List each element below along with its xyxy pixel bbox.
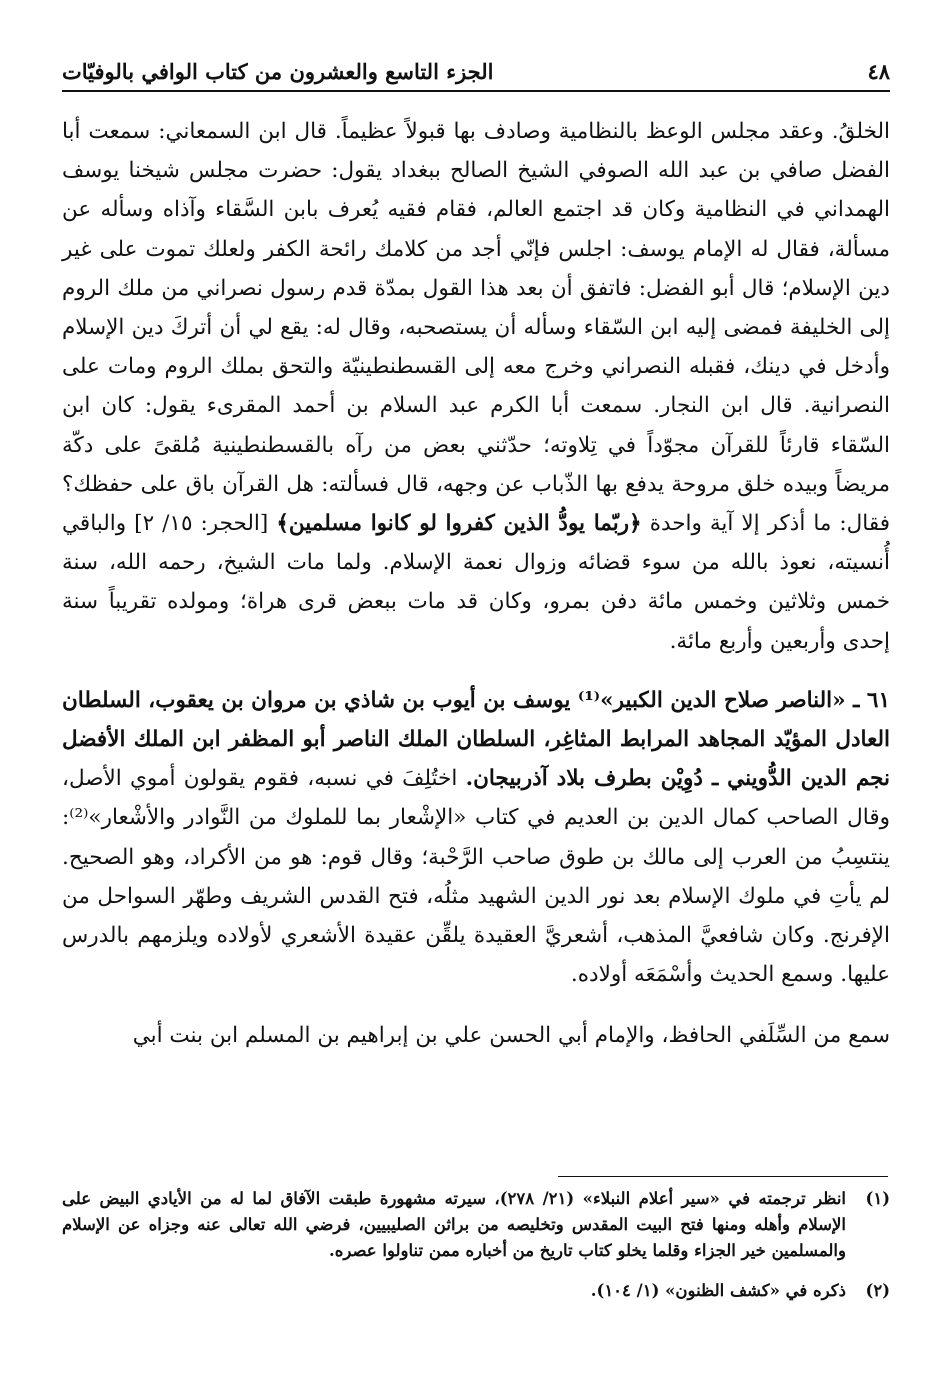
entry-61: [62, 681, 890, 995]
footnote-2: [62, 1278, 890, 1304]
footnote-rule: [558, 1176, 888, 1177]
paragraph-1-tail: [الحجر: ١٥/ ٢] والباقي أُنسيته، نعوذ بالله من سوء قضائه وزوال نعمة الإسلام. ولما مات الشيخ، رحمه الله، سنة خمس وثلاثين وخمس مائة دفن بمرو، وكان قد مات ببعض قرى هراة؛ ومولده تقريباً سنة إحدى وأربعين وأربع مائة.: [62, 511, 890, 654]
page-header: [62, 50, 890, 84]
footnote-1: [62, 1186, 890, 1264]
paragraph-3: سمع من السِّلَفي الحافظ، والإمام أبي الحسن علي بن إبراهيم بن المسلم ابن بنت أبي: [132, 1023, 890, 1049]
footnote-text: ذكره في «كشف الظنون» (١/ ١٠٤).: [590, 1281, 846, 1300]
paragraph-1: [62, 112, 890, 661]
entry-text: اختُلِفَ في نسبه، فقوم يقولون أموي الأصل، وقال الصاحب كمال الدين بن العديم في كتاب «الإشْعار بما للملوك من النَّوادر والأشْعار»⁽²⁾: ينتسِبُ من العرب إلى مالك بن طوق صاحب الرَّحْبة؛ وقال قوم: هو من الأكراد، وهو الصحيح. لم يأتِ في ملوك الإسلام بعد نور الدين الشهيد مثلُه، فتح القدس الشريف وطهّر السواحل من الإفرنج. وكان شافعيَّ المذهب، أشعريَّ العقيدة يلقِّن عقيدة الأشعري لأولاده ويلزمهم بالدرس عليها. وسمع الحديث وأسْمَعَه أولاده.: [62, 766, 890, 988]
footnote-text: انظر ترجمته في «سير أعلام النبلاء» (٢١/ ٢٧٨)، سيرته مشهورة طبقت الآفاق لما له من الأيادي البيض على الإسلام وأهله ومنها فتح البيت المقدس وتخليصه من براثن الصليبيين، فرضي الله تعالى عنه وجزاه عن الإسلام والمسلمين خير الجزاء وقلما يخلو كتاب تاريخ من أخباره ممن تناولوا عصره.: [62, 1189, 846, 1260]
header-rule: [62, 90, 890, 92]
page-number: ٤٨: [867, 59, 890, 84]
paragraph-1-text: الخلقُ. وعقد مجلس الوعظ بالنظامية وصادف بها قبولاً عظيماً. قال ابن السمعاني: سمعت أبا الفضل صافي بن عبد الله الصوفي الشيخ الصالح ببغداد يقول: حضرت مجلس شيخنا يوسف الهمداني في النظامية وكان قد اجتمع العالم، فقام فقيه يُعرف بابن السَّقاء وآذاه وسأله عن مسألة، فقال له الإمام يوسف: اجلس فإنّي أجد من كلامك رائحة الكفر ولعلك تموت على غير دين الإسلام؛ قال أبو الفضل: فاتفق أن بعد هذا القول بمدّة قدم رسول نصراني من ملك الروم إلى الخليفة فمضى إليه ابن السّقاء وسأله أن يستصحبه، وقال له: يقع لي أن أتركَ دين الإسلام وأدخل في دينك، فقبله النصراني وخرج معه إلى القسطنطينيّة والتحق بملك الروم ومات على النصرانية. قال ابن النجار. سمعت أبا الكرم عبد السلام بن أحمد المقرىء يقول: كان ابن السّقاء قارئاً للقرآن مجوّداً في تِلاوته؛ حدّثني بعض من رآه بالقسطنطينية مُلقىً على دكّة مريضاً وبيده خلق مروحة يدفع بها الذّباب عن وجهه، قال فسألته: هل القرآن باق على حفظك؟ فقال: ما أذكر إلا آية واحدة: [62, 119, 890, 537]
running-title: الجزء التاسع والعشرون من كتاب الوافي بالوفيّات: [62, 59, 494, 84]
footnotes: [62, 1186, 890, 1318]
entry-heading: ٦١ ـ «الناصر صلاح الدين الكبير»⁽¹⁾ يوسف بن أيوب بن شاذي بن مروان بن يعقوب، السلطان العادل المؤيّد المجاهد المرابط المثاغِر، السلطان الملك الناصر أبو المظفر ابن الملك الأفضل نجم الدين الدُّويني ـ دُوِيْن بطرف بلاد آذربيجان.: [62, 687, 890, 792]
footnote-number: (١): [865, 1189, 890, 1208]
quran-verse: ﴿ربّما يودُّ الذين كفروا لو كانوا مسلمين﴾: [276, 511, 642, 537]
footnote-number: (٢): [865, 1281, 890, 1300]
main-text: [62, 112, 890, 1056]
